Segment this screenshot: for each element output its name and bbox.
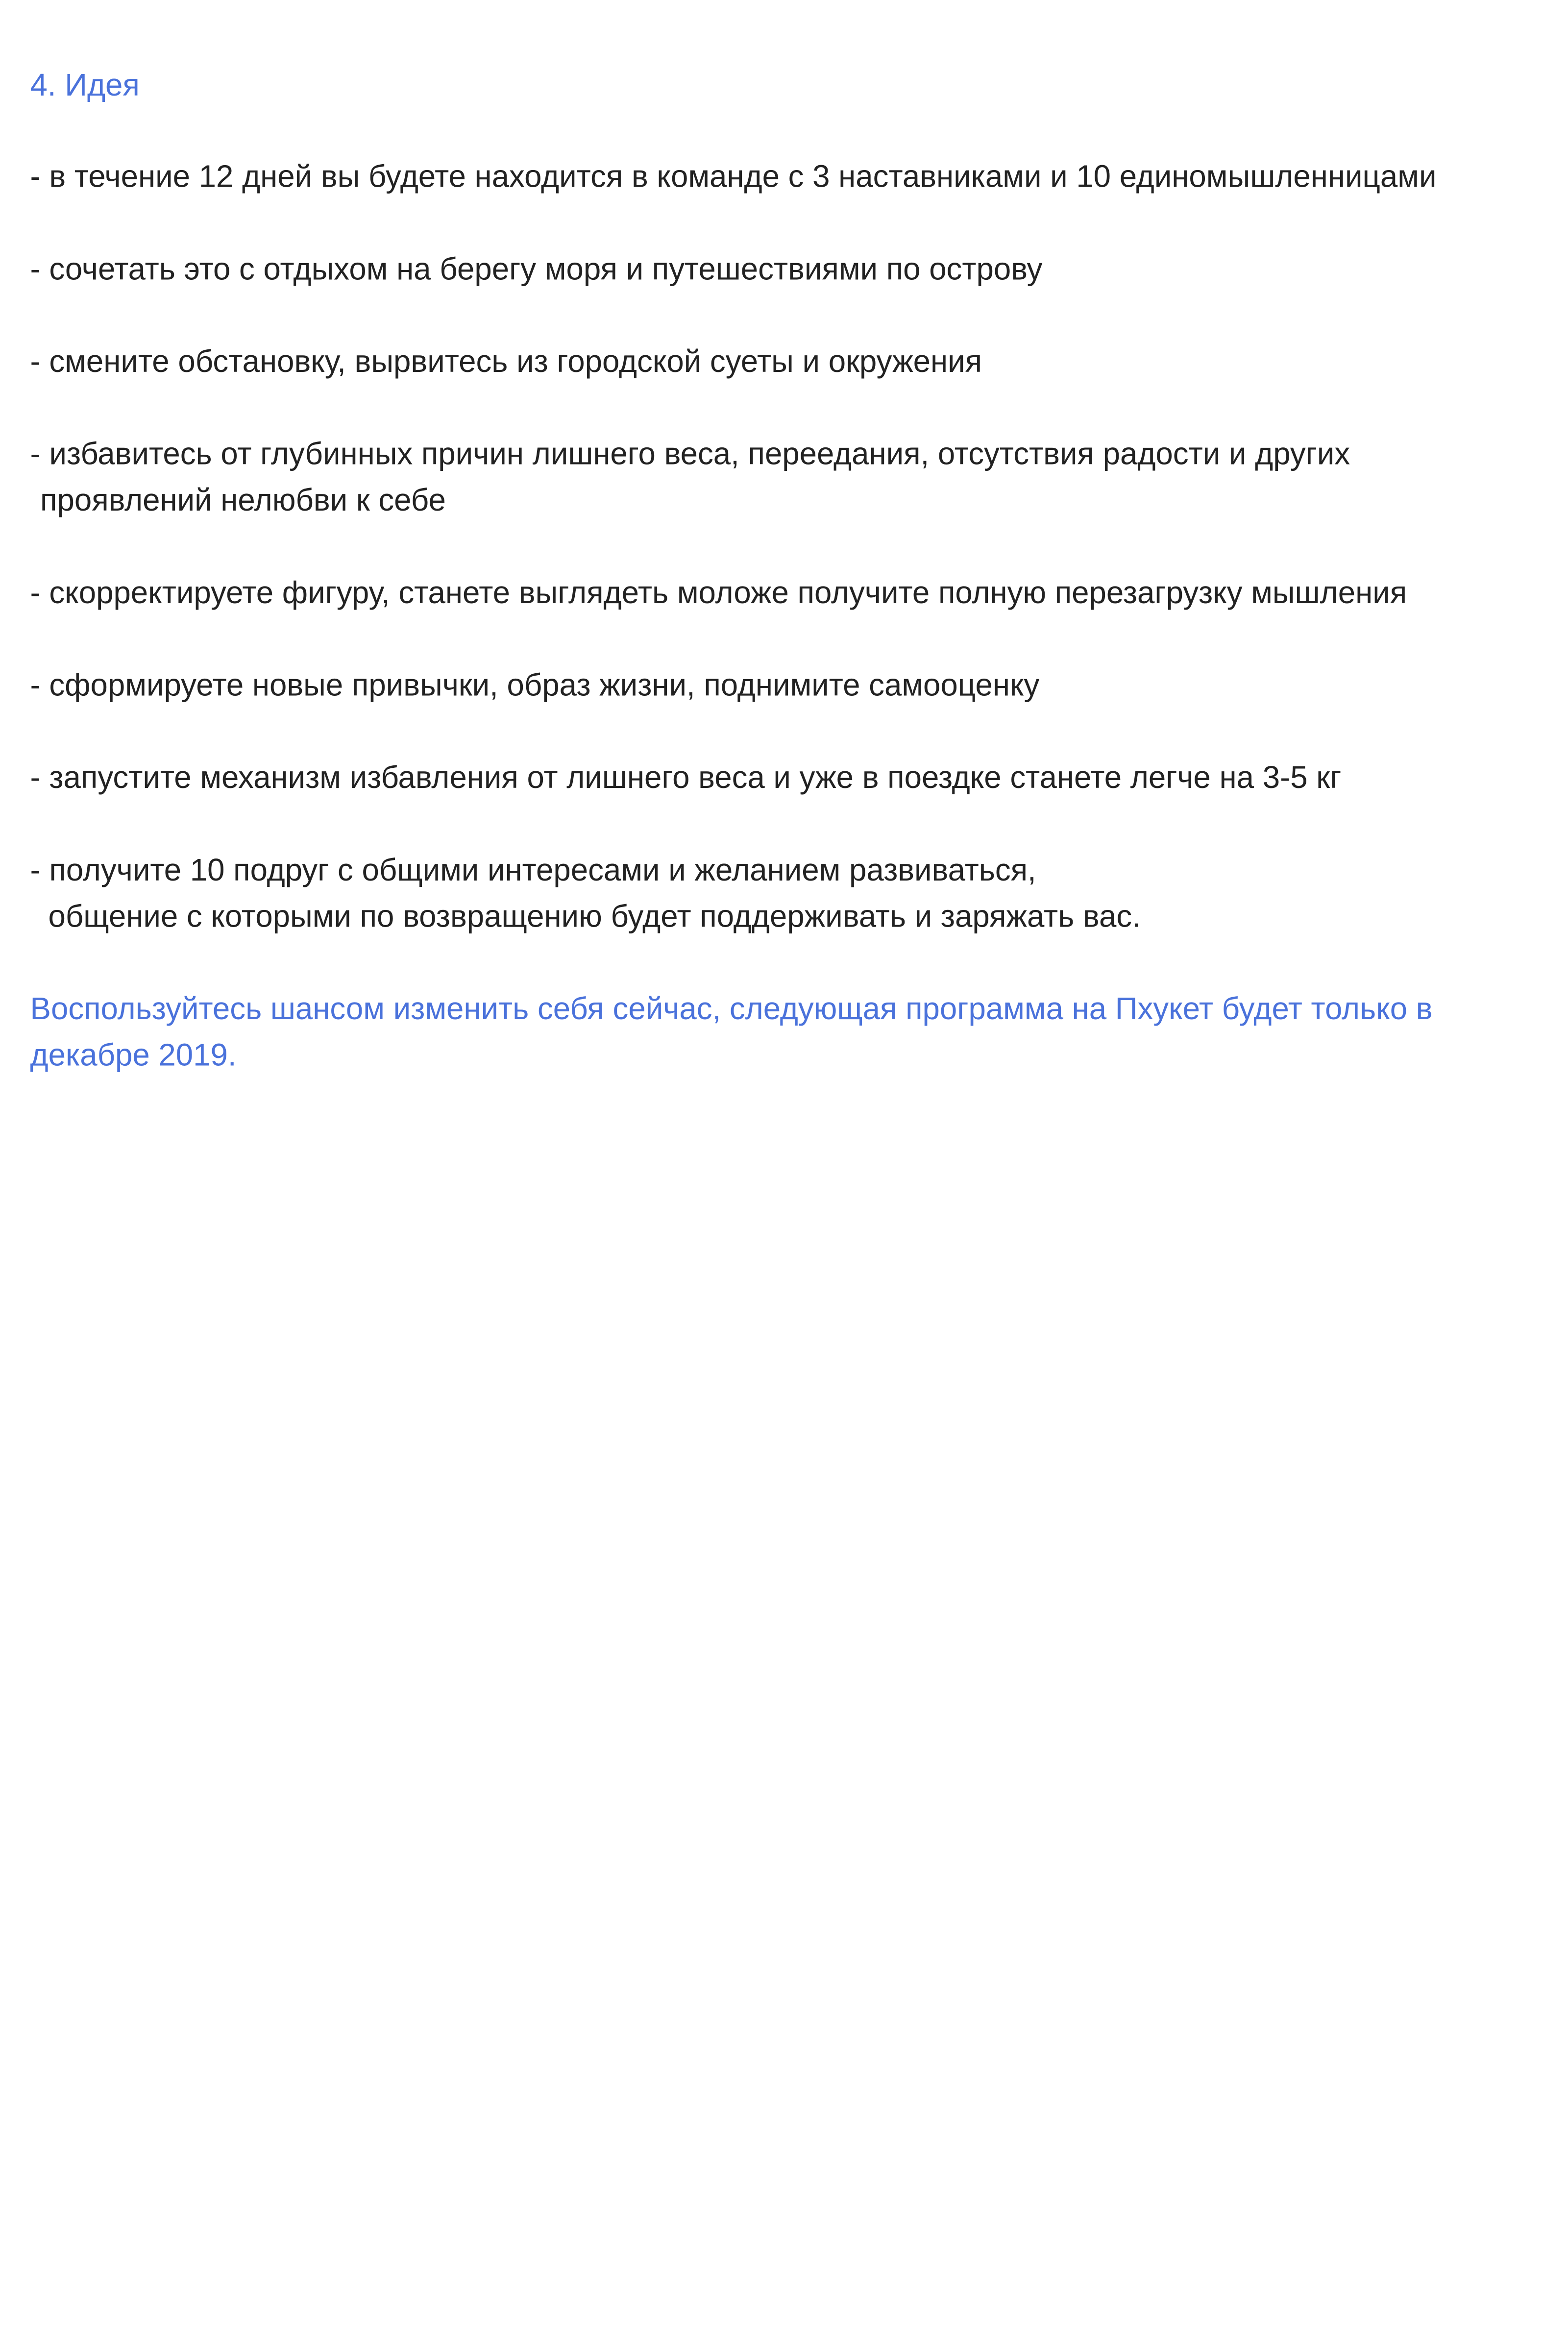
bullet-friends-line1: - получите 10 подруг с общими интересами и желанием развиваться, xyxy=(30,852,1036,888)
bullet-change-scenery: - смените обстановку, вырвитесь из городской суеты и окружения xyxy=(30,343,982,379)
bullet-habits: - сформируете новые привычки, образ жизни, поднимите самооценку xyxy=(30,667,1040,703)
bullet-weight-loss: - запустите механизм избавления от лишнего веса и уже в поездке станете легче на 3-5 кг xyxy=(30,760,1342,795)
bullet-figure: - скорректируете фигуру, станете выглядеть моложе получите полную перезагрузку мышления xyxy=(30,575,1407,611)
bullet-deep-causes-line2: проявлений нелюбви к себе xyxy=(40,482,446,518)
bullet-team: - в течение 12 дней вы будете находится в команде с 3 наставниками и 10 единомышленницами xyxy=(30,159,1437,194)
bullet-sea-rest: - сочетать это с отдыхом на берегу моря и путешествиями по острову xyxy=(30,251,1043,287)
bullet-deep-causes-line1: - избавитесь от глубинных причин лишнего веса, переедания, отсутствия радости и других xyxy=(30,436,1350,472)
cta-line2: декабре 2019. xyxy=(30,1037,237,1073)
bullet-friends-line2: общение с которыми по возвращению будет поддерживать и заряжать вас. xyxy=(48,898,1141,934)
section-heading: 4. Идея xyxy=(30,67,140,103)
cta-line1: Воспользуйтесь шансом изменить себя сейчас, следующая программа на Пхукет будет только в xyxy=(30,991,1433,1027)
